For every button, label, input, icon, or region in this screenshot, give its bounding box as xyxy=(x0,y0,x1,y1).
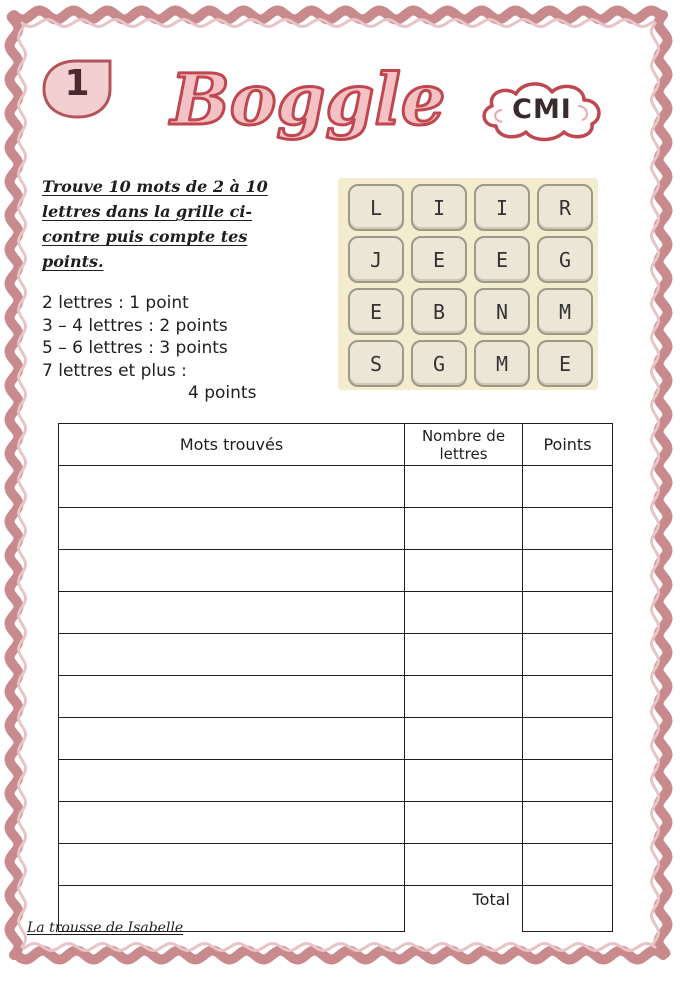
sheet-number-badge xyxy=(40,57,114,121)
word-cell[interactable] xyxy=(59,550,405,592)
scoring-rule: 3 – 4 lettres : 2 points xyxy=(42,315,228,336)
header-points: Points xyxy=(523,424,613,466)
letter-tile: J xyxy=(348,236,404,283)
letter-tile: S xyxy=(348,340,404,387)
word-cell[interactable] xyxy=(59,718,405,760)
letter-tile: E xyxy=(537,340,593,387)
letter-count-cell[interactable] xyxy=(405,760,523,802)
scoring-rule: 4 points xyxy=(188,383,257,403)
word-cell[interactable] xyxy=(59,634,405,676)
letter-tile: I xyxy=(474,184,530,231)
author-credit: La trousse de Isabelle xyxy=(27,920,184,936)
letter-count-cell[interactable] xyxy=(405,802,523,844)
letter-count-cell[interactable] xyxy=(405,844,523,886)
points-cell[interactable] xyxy=(523,844,613,886)
letter-tile: L xyxy=(348,184,404,231)
letter-count-cell[interactable] xyxy=(405,466,523,508)
table-row xyxy=(59,718,613,760)
word-cell[interactable] xyxy=(59,760,405,802)
title-text: Boggle xyxy=(170,58,446,141)
points-cell[interactable] xyxy=(523,718,613,760)
level-label: CMI xyxy=(512,94,572,125)
points-cell[interactable] xyxy=(523,592,613,634)
scoring-rule: 7 lettres et plus : xyxy=(42,360,187,381)
letter-count-cell[interactable] xyxy=(405,508,523,550)
letter-count-cell[interactable] xyxy=(405,676,523,718)
letter-tile: E xyxy=(411,236,467,283)
points-cell[interactable] xyxy=(523,676,613,718)
word-cell[interactable] xyxy=(59,466,405,508)
points-cell[interactable] xyxy=(523,760,613,802)
instructions-text: Trouve 10 mots de 2 à 10 lettres dans la grille ci-contre puis compte tes points. xyxy=(42,177,268,271)
table-row xyxy=(59,508,613,550)
letter-count-cell[interactable] xyxy=(405,592,523,634)
table-row xyxy=(59,466,613,508)
answer-table xyxy=(58,423,613,932)
points-cell[interactable] xyxy=(523,550,613,592)
level-badge xyxy=(474,76,610,146)
letter-tile: B xyxy=(411,288,467,335)
word-cell[interactable] xyxy=(59,592,405,634)
letter-tile: M xyxy=(537,288,593,335)
scoring-rule: 5 – 6 lettres : 3 points xyxy=(42,338,228,358)
letter-tile: R xyxy=(537,184,593,231)
word-cell[interactable] xyxy=(59,676,405,718)
header-letter-count: Nombre de lettres xyxy=(405,424,523,466)
letter-tile: G xyxy=(411,340,467,387)
table-row xyxy=(59,676,613,718)
table-header-row xyxy=(59,424,613,466)
page-title xyxy=(158,42,458,152)
letter-tile: N xyxy=(474,288,530,335)
points-cell[interactable] xyxy=(523,508,613,550)
word-cell[interactable] xyxy=(59,802,405,844)
scoring-rules xyxy=(42,292,282,405)
word-cell[interactable] xyxy=(59,844,405,886)
letter-count-cell[interactable] xyxy=(405,550,523,592)
table-row xyxy=(59,844,613,886)
letter-tile: M xyxy=(474,340,530,387)
title-lettering xyxy=(158,42,458,152)
table-row xyxy=(59,802,613,844)
points-cell[interactable] xyxy=(523,466,613,508)
letter-tile: I xyxy=(411,184,467,231)
scoring-rule: 2 lettres : 1 point xyxy=(42,293,189,313)
total-label: Total xyxy=(472,890,510,909)
letter-count-cell[interactable] xyxy=(405,718,523,760)
letter-count-cell[interactable] xyxy=(405,634,523,676)
table-row xyxy=(59,634,613,676)
table-row xyxy=(59,550,613,592)
points-cell[interactable] xyxy=(523,802,613,844)
table-row xyxy=(59,760,613,802)
letter-tile: E xyxy=(474,236,530,283)
total-points-cell[interactable] xyxy=(523,886,613,932)
sheet-number: 1 xyxy=(64,63,90,104)
letter-tile: E xyxy=(348,288,404,335)
header-found-words: Mots trouvés xyxy=(59,424,405,466)
points-cell[interactable] xyxy=(523,634,613,676)
letter-tile: G xyxy=(537,236,593,283)
word-cell[interactable] xyxy=(59,508,405,550)
boggle-grid xyxy=(338,178,598,390)
table-row xyxy=(59,592,613,634)
